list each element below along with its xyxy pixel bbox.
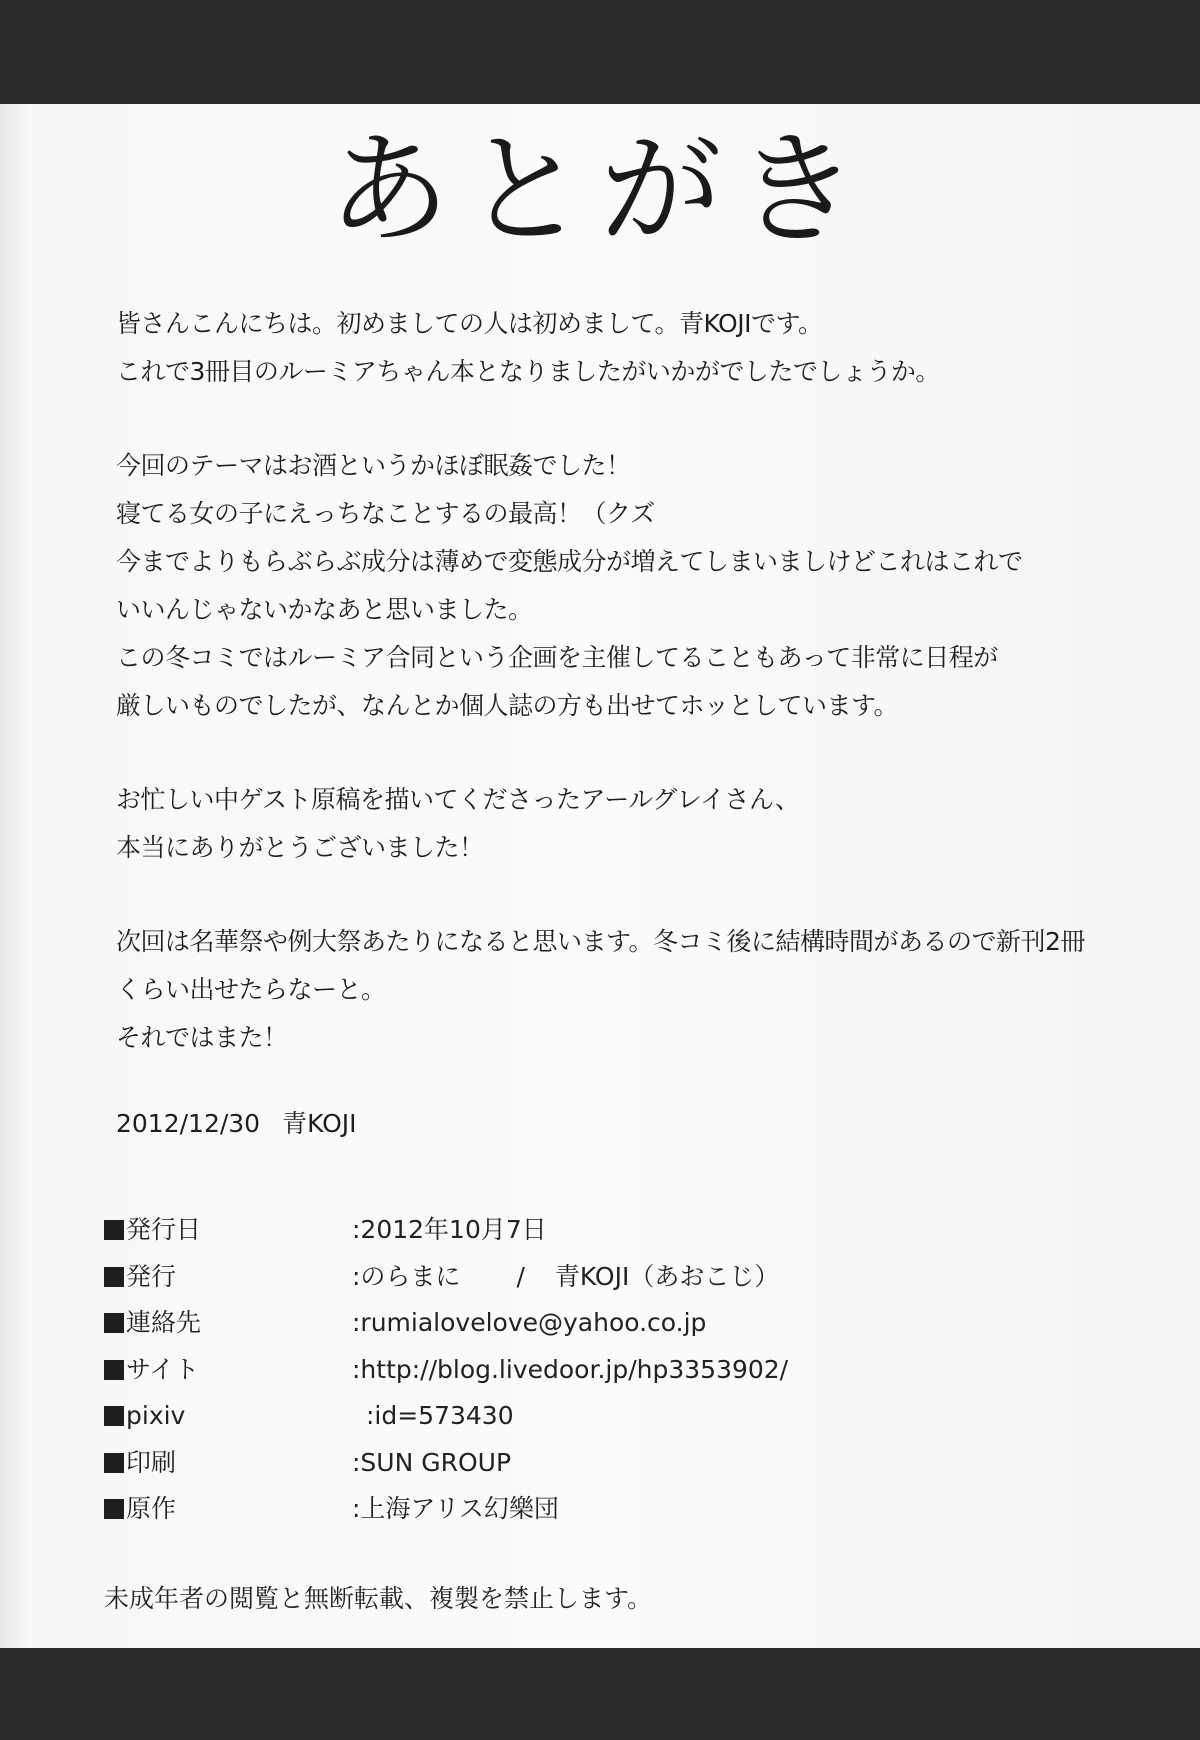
colophon-label: サイト bbox=[126, 1354, 200, 1384]
copyright-notice: 未成年者の閲覧と無断転載、複製を禁止します。 bbox=[104, 1584, 653, 1613]
colophon-row-site bbox=[104, 1347, 1004, 1394]
square-bullet-icon bbox=[104, 1499, 124, 1519]
colophon-row-printer bbox=[104, 1440, 1004, 1487]
colophon-value: :SUN GROUP bbox=[352, 1447, 512, 1477]
colophon-row-pixiv bbox=[104, 1393, 1004, 1440]
colophon-value-author: 青KOJI（あおこじ） bbox=[554, 1261, 780, 1291]
colophon bbox=[104, 1207, 1004, 1533]
signature bbox=[116, 1100, 357, 1148]
square-bullet-icon bbox=[104, 1220, 124, 1240]
afterword-body bbox=[116, 300, 1116, 1062]
top-dark-band bbox=[0, 0, 1200, 104]
paragraph-gap bbox=[116, 872, 1116, 918]
square-bullet-icon bbox=[104, 1453, 124, 1473]
colophon-label: pixiv bbox=[126, 1401, 186, 1430]
colophon-value: :上海アリス幻樂団 bbox=[352, 1494, 559, 1523]
body-line: 厳しいものでしたが、なんとか個人誌の方も出せてホッとしています。 bbox=[116, 691, 899, 720]
body-line: この冬コミではルーミア合同という企画を主催してることもあって非常に日程が bbox=[116, 643, 998, 672]
body-line: 寝てる女の子にえっちなことするの最高！（クズ bbox=[116, 499, 655, 528]
paragraph-gap bbox=[116, 396, 1116, 442]
body-line: 本当にありがとうございました！ bbox=[116, 833, 484, 862]
body-line: それではまた！ bbox=[116, 1023, 288, 1052]
colophon-label: 印刷 bbox=[126, 1447, 177, 1477]
colophon-separator: / bbox=[516, 1261, 525, 1291]
body-line: いいんじゃないかなあと思いました。 bbox=[116, 595, 533, 624]
square-bullet-icon bbox=[104, 1360, 124, 1380]
colophon-label: 発行 bbox=[126, 1261, 177, 1291]
square-bullet-icon bbox=[104, 1313, 124, 1333]
page-title: あとがき bbox=[328, 119, 872, 261]
body-line: 今回のテーマはお酒というかほぼ眠姦でした！ bbox=[116, 451, 631, 480]
colophon-value: :のらまに bbox=[352, 1261, 461, 1291]
square-bullet-icon bbox=[104, 1406, 124, 1426]
colophon-label: 連絡先 bbox=[126, 1308, 202, 1337]
colophon-value: :id=573430 bbox=[366, 1401, 514, 1430]
colophon-value: :rumialovelove@yahoo.co.jp bbox=[352, 1308, 707, 1337]
colophon-label: 原作 bbox=[126, 1494, 177, 1523]
colophon-row-issue-date bbox=[104, 1207, 1004, 1254]
paragraph-gap bbox=[116, 730, 1116, 776]
body-line: お忙しい中ゲスト原稿を描いてくださったアールグレイさん、 bbox=[116, 785, 800, 814]
colophon-row-contact bbox=[104, 1300, 1004, 1347]
colophon-label: 発行日 bbox=[126, 1215, 202, 1244]
body-line: 次回は名華祭や例大祭あたりになると思います。冬コミ後に結構時間があるので新刊2冊 bbox=[116, 927, 1085, 956]
colophon-value: :2012年10月7日 bbox=[352, 1215, 547, 1244]
body-line: これで3冊目のルーミアちゃん本となりましたがいかがでしたでしょうか。 bbox=[116, 357, 940, 386]
body-line: 皆さんこんにちは。初めましての人は初めまして。青KOJIです。 bbox=[116, 309, 823, 338]
colophon-row-original bbox=[104, 1486, 1004, 1533]
square-bullet-icon bbox=[104, 1267, 124, 1287]
body-line: くらい出せたらなーと。 bbox=[116, 975, 386, 1004]
colophon-row-publisher bbox=[104, 1254, 1004, 1301]
signature-author: 青KOJI bbox=[282, 1109, 357, 1138]
colophon-value: :http://blog.livedoor.jp/hp3353902/ bbox=[352, 1354, 789, 1384]
signature-date: 2012/12/30 bbox=[116, 1109, 261, 1138]
body-line: 今までよりもらぶらぶ成分は薄めで変態成分が増えてしまいましけどこれはこれで bbox=[116, 547, 1023, 576]
bottom-dark-band bbox=[0, 1648, 1200, 1740]
